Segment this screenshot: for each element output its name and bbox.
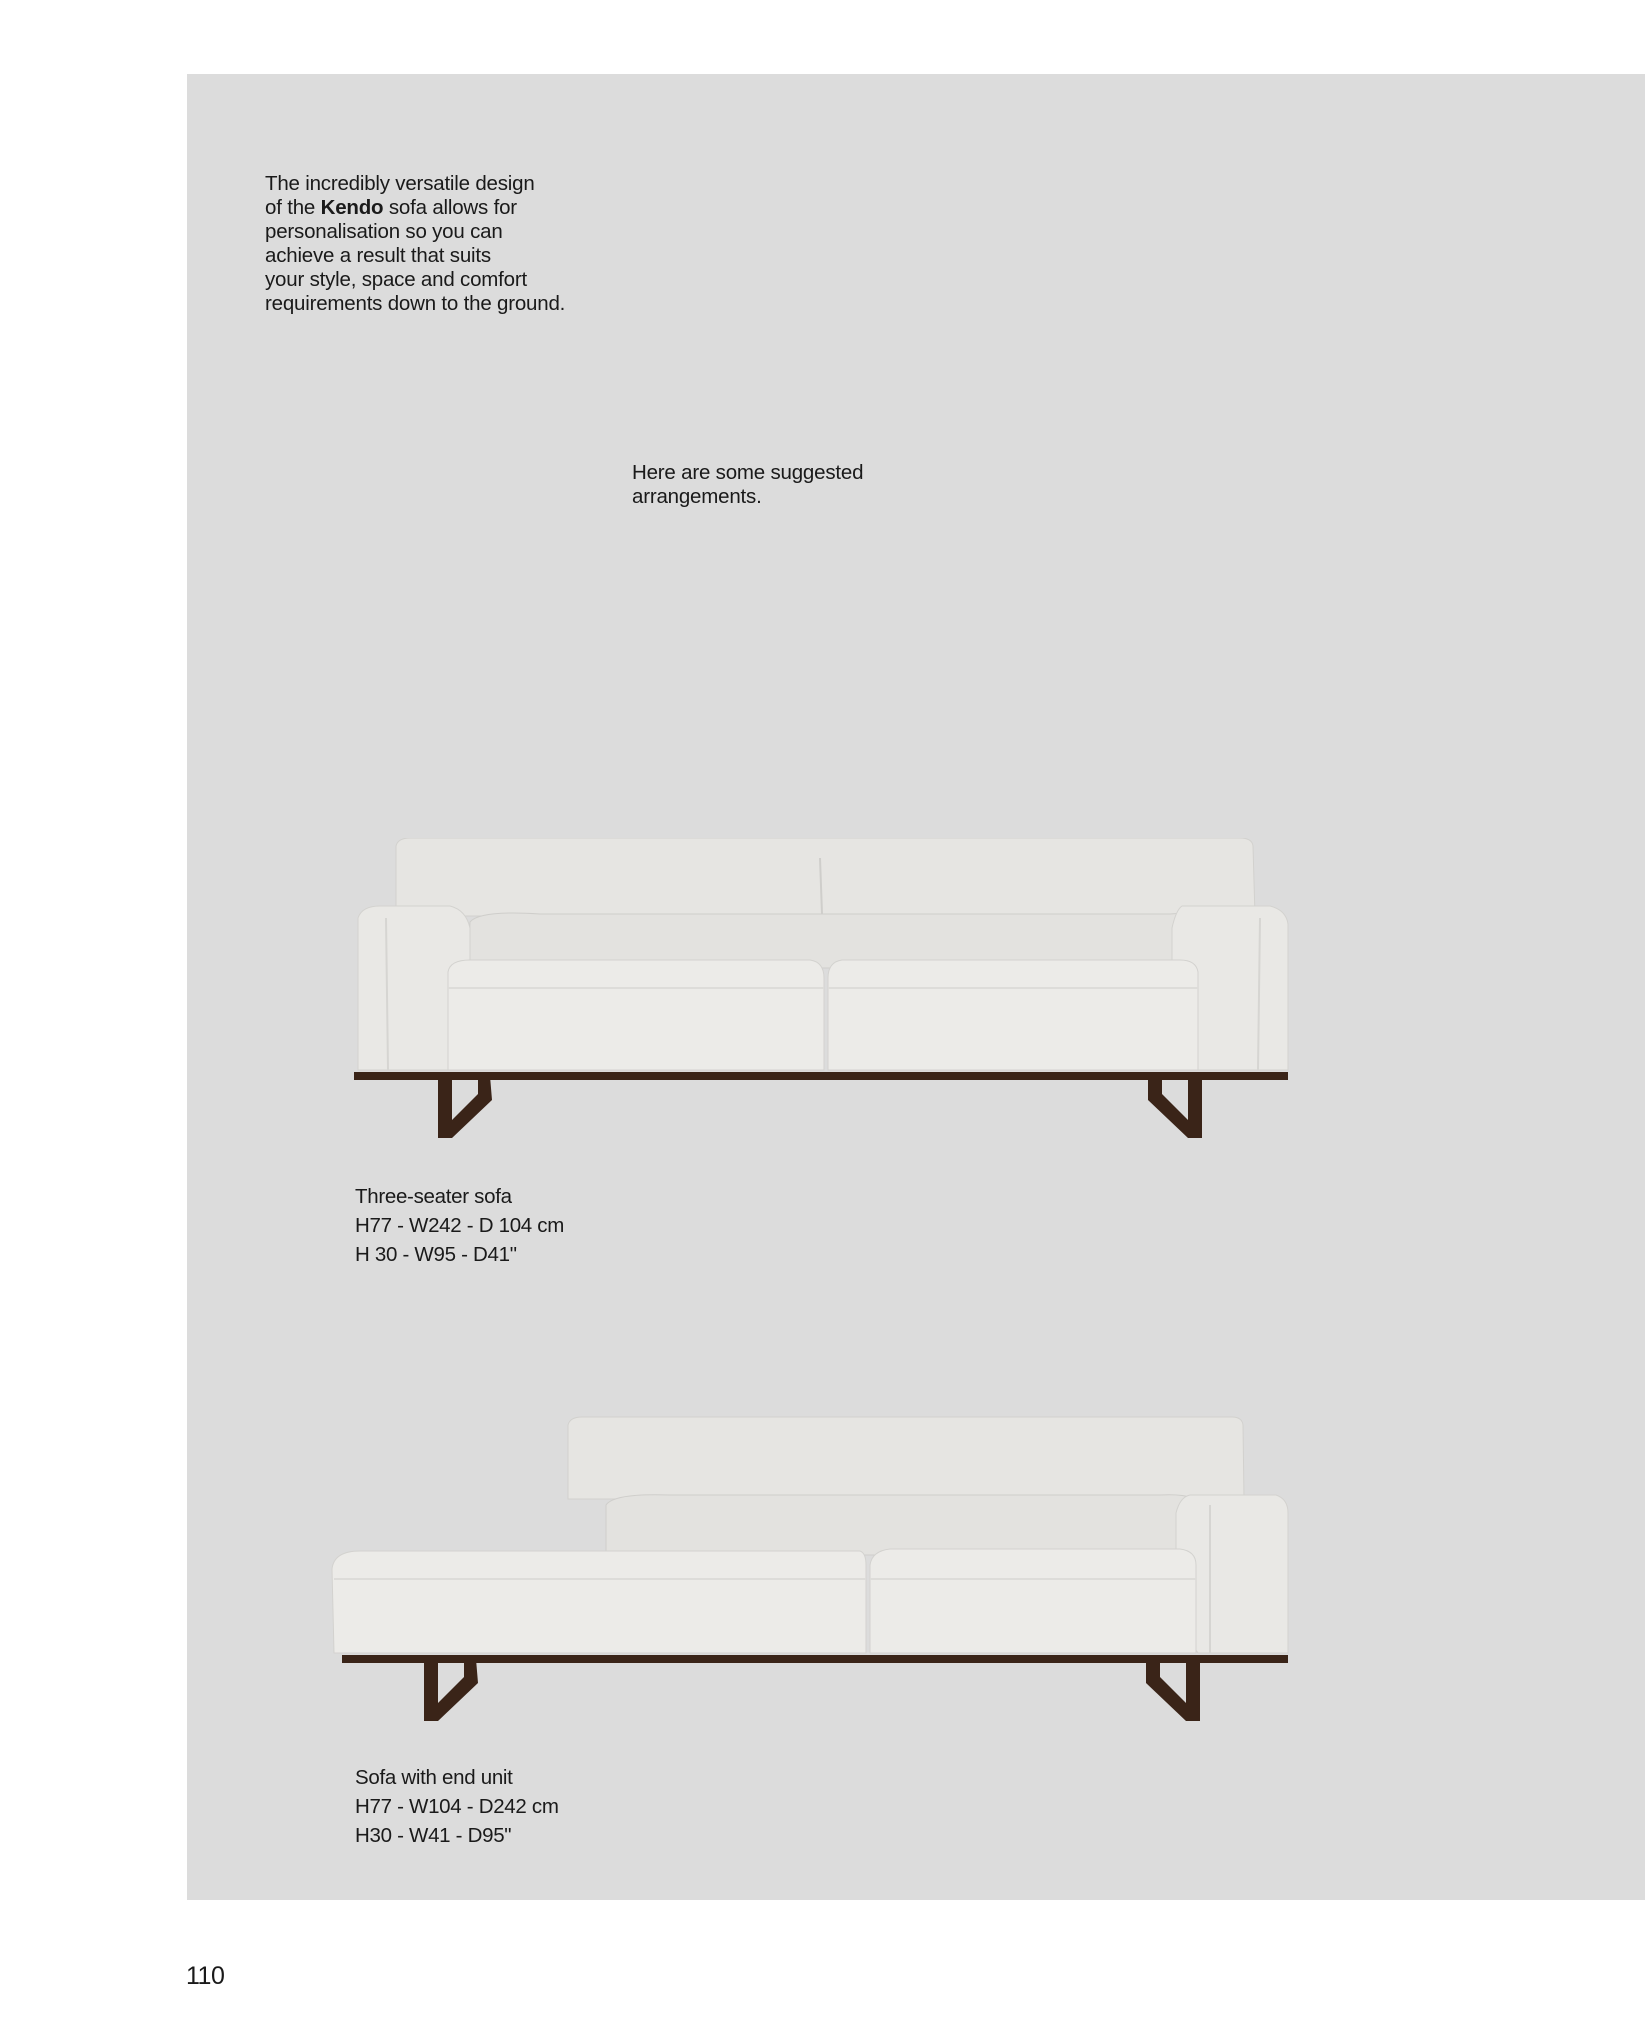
product-name: Three-seater sofa xyxy=(355,1185,512,1208)
sofa-with-end-unit-image xyxy=(330,1415,1295,1733)
product-dims-cm: H77 - W104 - D242 cm xyxy=(355,1795,559,1818)
brand-name: Kendo xyxy=(320,196,384,219)
three-seater-sofa-image xyxy=(340,838,1300,1150)
product-name: Sofa with end unit xyxy=(355,1766,513,1789)
product-dims-in: H 30 - W95 - D41" xyxy=(355,1243,517,1266)
product-dims-in: H30 - W41 - D95" xyxy=(355,1824,512,1847)
intro-text: The incredibly versatile design of the Kendo sofa allows for personalisation so you can achieve a result that suits your style, space and comfort requirements down to the ground. xyxy=(265,172,566,315)
three-seater-caption xyxy=(355,1182,675,1269)
end-unit-caption xyxy=(355,1763,675,1850)
page-number: 110 xyxy=(186,1962,225,1990)
suggestion-text: Here are some suggested arrangements. xyxy=(632,461,864,508)
product-dims-cm: H77 - W242 - D 104 cm xyxy=(355,1214,565,1237)
